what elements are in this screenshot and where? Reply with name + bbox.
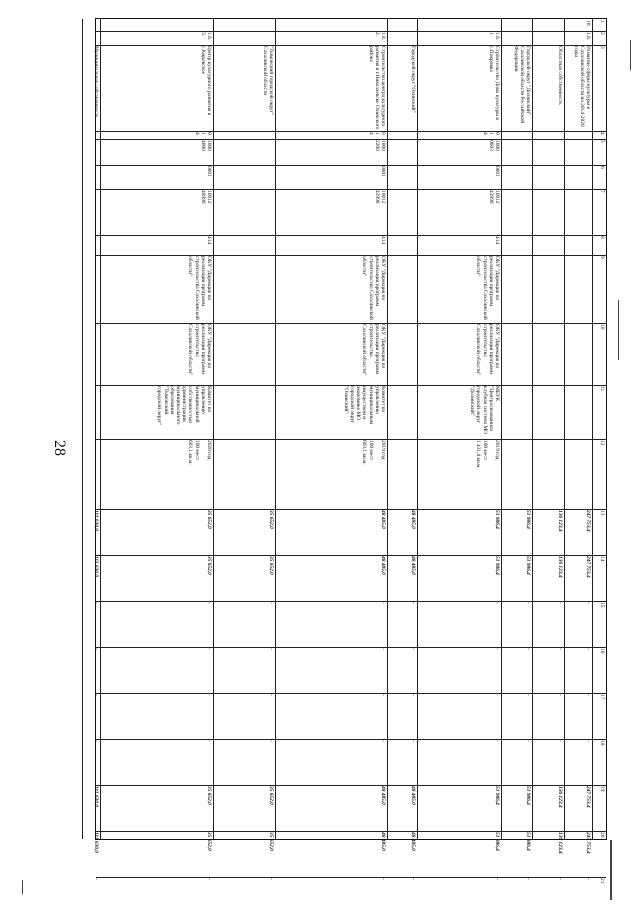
cell-r7-c13-text: 35 652,0 bbox=[268, 510, 274, 529]
cell-r6-c17-text: - bbox=[380, 694, 386, 696]
cell-r7-c17-text: - bbox=[268, 694, 274, 696]
cell-r3-c19 bbox=[501, 785, 532, 831]
column-number-15 bbox=[592, 601, 606, 647]
cell-r6-c20-text: 48 485,0 bbox=[380, 832, 386, 851]
cell-r3-c16 bbox=[501, 647, 532, 693]
column-number-14-text: 14 bbox=[599, 556, 605, 562]
cell-r8-c20 bbox=[100, 831, 213, 877]
cell-r1-c14 bbox=[564, 555, 592, 601]
cell-r4-c6 bbox=[417, 165, 501, 189]
cell-r5-c21-text: - bbox=[410, 878, 416, 880]
cell-r1-c2 bbox=[564, 31, 592, 45]
cell-r5-c21 bbox=[387, 877, 417, 922]
column-number-5 bbox=[592, 139, 606, 165]
cell-r3-c20-text: 51 986,4 bbox=[525, 832, 531, 851]
cell-r5-c14-text: 48 485,0 bbox=[410, 556, 416, 575]
column-number-18-text: 18 bbox=[599, 740, 605, 746]
column-number-19 bbox=[592, 785, 606, 831]
cell-r3-c21-text: - bbox=[525, 878, 531, 880]
cell-r4-c12-text: 2019 год 100 мест 1 431,8 кв.м bbox=[475, 440, 500, 468]
cell-r4-c16 bbox=[417, 647, 501, 693]
cell-r6-c14 bbox=[275, 555, 387, 601]
cell-r2-c17-text: - bbox=[557, 694, 563, 696]
cell-r4-c21-text: - bbox=[494, 878, 500, 880]
cell-r6-c14-text: 48 485,0 bbox=[380, 556, 386, 575]
column-number-6 bbox=[592, 165, 606, 189]
cell-r4-c2-text: 1.8. 1. bbox=[487, 32, 500, 41]
cell-r2-c20-text: 136 123,4 bbox=[557, 832, 563, 854]
column-number-10 bbox=[592, 323, 606, 385]
cell-r8-c8 bbox=[100, 235, 213, 255]
cell-r6-c15-text: - bbox=[380, 602, 386, 604]
cell-r8-c19 bbox=[100, 785, 213, 831]
cell-r1-c16-text: - bbox=[585, 648, 591, 650]
cell-r4-c11 bbox=[417, 385, 501, 439]
cell-r6-c2-text: 1.8. 2. bbox=[373, 32, 386, 41]
cell-r4-c15-text: - bbox=[494, 602, 500, 604]
cell-r4-c9 bbox=[417, 255, 501, 323]
column-number-12-text: 12 bbox=[599, 440, 605, 446]
cell-r6-c13 bbox=[275, 509, 387, 555]
column-number-9 bbox=[592, 255, 606, 323]
column-number-15-text: 15 bbox=[599, 602, 605, 608]
cell-r4-c19 bbox=[417, 785, 501, 831]
cell-r7-c17 bbox=[213, 693, 275, 739]
cell-r5-c18-text: - bbox=[410, 740, 416, 742]
cell-r7-c3 bbox=[213, 45, 275, 131]
cell-r1-c19-text: 247 753,4 bbox=[585, 786, 591, 808]
column-number-7 bbox=[592, 189, 606, 235]
cell-r8-c8-text: 414 bbox=[206, 236, 212, 245]
cell-r8-c2 bbox=[100, 31, 213, 45]
cell-r6-c20 bbox=[275, 831, 387, 877]
cell-r7-c19 bbox=[213, 785, 275, 831]
column-number-18 bbox=[592, 739, 606, 785]
cell-r8-c12-text: 2020 год 100 мест 603,1 кв.м. bbox=[187, 440, 212, 465]
cell-r2-c13 bbox=[532, 509, 564, 555]
cell-r8-c13-text: 35 652,0 bbox=[206, 510, 212, 529]
cell-r5-c16-text: - bbox=[410, 648, 416, 650]
cell-r7-c15-text: - bbox=[268, 602, 274, 604]
cell-r3-c13 bbox=[501, 509, 532, 555]
cell-r6-c21 bbox=[275, 877, 387, 922]
cell-r1-c18 bbox=[564, 739, 592, 785]
column-number-7-text: 7 bbox=[599, 190, 605, 193]
cell-r7-c18-text: - bbox=[268, 740, 274, 742]
budget-table bbox=[93, 18, 607, 884]
column-number-11-text: 11 bbox=[599, 386, 605, 392]
cell-r6-c12-text: 2019 год 100 мест 603,1 кв.м. bbox=[361, 440, 386, 465]
cell-r6-c7 bbox=[275, 189, 387, 235]
cell-r9-c3-text: Муниципальная собственность bbox=[93, 46, 99, 118]
cell-r3-c15 bbox=[501, 601, 532, 647]
cell-r8-c6 bbox=[100, 165, 213, 189]
cell-r8-c16 bbox=[100, 647, 213, 693]
column-number-12 bbox=[592, 439, 606, 509]
column-number-14 bbox=[592, 555, 606, 601]
cell-r4-c14-text: 51 986,4 bbox=[494, 556, 500, 575]
cell-r6-c13-text: 48 485,0 bbox=[380, 510, 386, 529]
cell-r4-c3-text: Строительство Дома культуры в с.Покровка bbox=[487, 46, 500, 120]
cell-r6-c11-text: Комитет по управлению муниципальным имуществом и экономике МО городской округ "Охинский" bbox=[342, 386, 386, 425]
cell-r8-c14 bbox=[100, 555, 213, 601]
column-number-1-text: 1 bbox=[599, 20, 605, 23]
cell-r9-c20 bbox=[82, 831, 100, 877]
cell-r6-c15 bbox=[275, 601, 387, 647]
cell-r8-c6-text: 0801 bbox=[206, 166, 212, 177]
column-number-4-text: 4 bbox=[599, 132, 605, 135]
cell-r3-c18-text: - bbox=[525, 740, 531, 742]
page-number: 28 bbox=[51, 440, 68, 456]
cell-r7-c21 bbox=[213, 877, 275, 922]
column-number-17 bbox=[592, 693, 606, 739]
cell-r9-c18-text: - bbox=[93, 740, 99, 742]
cell-r3-c17 bbox=[501, 693, 532, 739]
cell-r4-c9-text: ОКУ "Дирекция по реализации программ строительства Сахалинской области" bbox=[475, 256, 500, 320]
cell-r8-c9 bbox=[100, 255, 213, 323]
cell-r8-c5 bbox=[100, 139, 213, 165]
cell-r1-c20-text: 247 753,4 bbox=[585, 832, 591, 854]
cell-r4-c3 bbox=[417, 45, 501, 131]
column-number-8 bbox=[592, 235, 606, 255]
cell-r2-c18 bbox=[532, 739, 564, 785]
column-number-8-text: 8 bbox=[599, 236, 605, 239]
cell-r6-c2 bbox=[275, 31, 387, 45]
cell-r5-c20-text: 48 485,0 bbox=[410, 832, 416, 851]
cell-r2-c14-text: 136 123,4 bbox=[557, 556, 563, 578]
cell-r8-c10-text: ОКУ "Дирекция по реализации программ строительства Сахалинской области" bbox=[187, 324, 212, 376]
cell-r9-c13-text: 111 630,0 bbox=[93, 510, 99, 531]
column-number-13-text: 13 bbox=[599, 510, 605, 516]
cell-r2-c18-text: - bbox=[557, 740, 563, 742]
column-number-17-text: 17 bbox=[599, 694, 605, 700]
cell-r9-c17-text: - bbox=[93, 694, 99, 696]
cell-r9-c17 bbox=[82, 693, 100, 739]
cell-r3-c13-text: 51 986,4 bbox=[525, 510, 531, 529]
cell-r4-c17-text: - bbox=[494, 694, 500, 696]
column-number-13 bbox=[592, 509, 606, 555]
cell-r5-c3 bbox=[387, 45, 417, 131]
cell-r8-c21-text: - bbox=[206, 878, 212, 880]
column-number-19-text: 19 bbox=[599, 786, 605, 792]
scan-artifact-2 bbox=[618, 300, 619, 360]
column-number-20 bbox=[592, 831, 606, 877]
cell-r8-c4 bbox=[100, 131, 213, 139]
cell-r4-c4-text: 0 1 4 bbox=[481, 132, 500, 135]
cell-r2-c19-text: 136 123,4 bbox=[557, 786, 563, 808]
cell-r8-c3 bbox=[100, 45, 213, 131]
cell-r9-c18 bbox=[82, 739, 100, 785]
cell-r8-c7-text: 10012 48990 bbox=[199, 190, 212, 204]
cell-r1-c21-text: - bbox=[585, 878, 591, 880]
column-number-10-text: 10 bbox=[599, 324, 605, 330]
cell-r9-c15 bbox=[82, 601, 100, 647]
cell-r5-c20 bbox=[387, 831, 417, 877]
cell-r6-c8 bbox=[275, 235, 387, 255]
cell-r2-c21-text: - bbox=[557, 878, 563, 880]
cell-r4-c7 bbox=[417, 189, 501, 235]
cell-r8-c3-text: Центр культурного развития в с.Кировское bbox=[199, 46, 212, 116]
cell-r1-c1 bbox=[564, 19, 592, 31]
cell-r8-c13 bbox=[100, 509, 213, 555]
cell-r1-c18-text: - bbox=[585, 740, 591, 742]
cell-r7-c15 bbox=[213, 601, 275, 647]
cell-r6-c11 bbox=[275, 385, 387, 439]
cell-r4-c19-text: 51 986,4 bbox=[494, 786, 500, 805]
cell-r4-c15 bbox=[417, 601, 501, 647]
cell-r9-c15-text: - bbox=[93, 602, 99, 604]
cell-r8-c11 bbox=[100, 385, 213, 439]
cell-r4-c16-text: - bbox=[494, 648, 500, 650]
cell-r8-c14-text: 35 652,0 bbox=[206, 556, 212, 575]
cell-r4-c4 bbox=[417, 131, 501, 139]
cell-r4-c12 bbox=[417, 439, 501, 509]
cell-r1-c3-text: Развитие сферы культуры в Сахалинской области на 2014-2020 годы bbox=[572, 46, 591, 127]
cell-r9-c19-text: 111 630,0 bbox=[93, 786, 99, 807]
cell-r1-c15 bbox=[564, 601, 592, 647]
cell-r1-c15-text: - bbox=[585, 602, 591, 604]
cell-r9-c20-text: 111 630,0 bbox=[93, 832, 99, 853]
cell-r4-c14 bbox=[417, 555, 501, 601]
cell-r4-c13-text: 51 986,4 bbox=[494, 510, 500, 529]
cell-r4-c7-text: 10012 43990 bbox=[487, 190, 500, 204]
cell-r6-c10 bbox=[275, 323, 387, 385]
cell-r9-c19 bbox=[82, 785, 100, 831]
cell-r8-c4-text: 0 1 4 bbox=[193, 132, 212, 135]
cell-r7-c19-text: 35 652,0 bbox=[268, 786, 274, 805]
cell-r8-c12 bbox=[100, 439, 213, 509]
cell-r8-c20-text: 35 652,0 bbox=[206, 832, 212, 851]
cell-r7-c3-text: "Тымовский городской округ" Сахалинской области bbox=[261, 46, 274, 116]
cell-r7-c20 bbox=[213, 831, 275, 877]
cell-r1-c17-text: - bbox=[585, 694, 591, 696]
cell-r4-c13 bbox=[417, 509, 501, 555]
cell-r4-c17 bbox=[417, 693, 501, 739]
column-number-2-text: 2 bbox=[599, 32, 605, 35]
cell-r4-c10 bbox=[417, 323, 501, 385]
cell-r4-c10-text: ОКУ "Дирекция по реализации программ строительства Сахалинской области" bbox=[475, 324, 500, 376]
cell-r2-c3-text: Областная собственность bbox=[557, 46, 563, 105]
cell-r8-c18-text: - bbox=[206, 740, 212, 742]
cell-r4-c8-text: 414 bbox=[494, 236, 500, 245]
column-number-3 bbox=[592, 45, 606, 131]
cell-r3-c14-text: 51 986,4 bbox=[525, 556, 531, 575]
cell-r6-c9-text: ОКУ "Дирекция по реализации программ строительства Сахалинской области" bbox=[361, 256, 386, 320]
column-number-21 bbox=[592, 877, 606, 922]
cell-r1-c21 bbox=[564, 877, 592, 922]
cell-r4-c8 bbox=[417, 235, 501, 255]
cell-r4-c18-text: - bbox=[494, 740, 500, 742]
cell-r7-c16-text: - bbox=[268, 648, 274, 650]
scan-artifact-1 bbox=[630, 40, 631, 70]
cell-r9-c3 bbox=[82, 45, 100, 131]
cell-r8-c11-text: Комитет по управлению муниципальной собственностью администрации муниципального образования "Тымовский городской округ" bbox=[156, 386, 212, 426]
cell-r2-c13-text: 136 123,4 bbox=[557, 510, 563, 532]
cell-r3-c15-text: - bbox=[525, 602, 531, 604]
column-number-1 bbox=[592, 19, 606, 31]
cell-r6-c3 bbox=[275, 45, 387, 131]
cell-r6-c17 bbox=[275, 693, 387, 739]
cell-r6-c5-text: 1000 2200 bbox=[373, 140, 386, 151]
cell-r6-c16 bbox=[275, 647, 387, 693]
column-number-21-text: 21 bbox=[599, 878, 605, 884]
cell-r1-c2-text: 1.8. bbox=[585, 32, 591, 41]
cell-r5-c15 bbox=[387, 601, 417, 647]
cell-r2-c21 bbox=[532, 877, 564, 922]
cell-r6-c3-text: Строительство центра культурного развития в г.Николаевске Охинского района bbox=[367, 46, 386, 130]
cell-r9-c14 bbox=[82, 555, 100, 601]
cell-r2-c14 bbox=[532, 555, 564, 601]
cell-r6-c19 bbox=[275, 785, 387, 831]
cell-r3-c3-text: Городской округ "Долинский" Сахалинской области Российской Федерации bbox=[512, 46, 531, 124]
cell-r3-c19-text: 51 986,4 bbox=[525, 786, 531, 805]
cell-r2-c17 bbox=[532, 693, 564, 739]
cell-r5-c15-text: - bbox=[410, 602, 416, 604]
cell-r1-c3 bbox=[564, 45, 592, 131]
cell-r4-c2 bbox=[417, 31, 501, 45]
cell-r9-c14-text: 111 630,0 bbox=[93, 556, 99, 577]
cell-r4-c5-text: 1000 0603 bbox=[487, 140, 500, 151]
cell-r1-c1-text: 10. bbox=[585, 20, 591, 27]
cell-r8-c5-text: 1000 4000 bbox=[199, 140, 212, 151]
cell-r5-c18 bbox=[387, 739, 417, 785]
cell-r9-c21-text: - bbox=[93, 878, 99, 880]
scan-artifact-4 bbox=[22, 880, 23, 894]
cell-r8-c17-text: - bbox=[206, 694, 212, 696]
cell-r6-c12 bbox=[275, 439, 387, 509]
cell-r1-c19 bbox=[564, 785, 592, 831]
cell-r8-c21 bbox=[100, 877, 213, 922]
cell-r7-c14-text: 35 652,0 bbox=[268, 556, 274, 575]
cell-r8-c16-text: - bbox=[206, 648, 212, 650]
cell-r5-c17-text: - bbox=[410, 694, 416, 696]
cell-r6-c9 bbox=[275, 255, 387, 323]
cell-r6-c16-text: - bbox=[380, 648, 386, 650]
cell-r6-c4-text: 0 1 4 bbox=[367, 132, 386, 135]
column-number-3-text: 3 bbox=[599, 46, 605, 49]
column-number-2 bbox=[592, 31, 606, 45]
cell-r9-c16 bbox=[82, 647, 100, 693]
cell-r4-c18 bbox=[417, 739, 501, 785]
column-number-16 bbox=[592, 647, 606, 693]
cell-r6-c5 bbox=[275, 139, 387, 165]
cell-r1-c14-text: 247 753,4 bbox=[585, 556, 591, 578]
cell-r2-c15 bbox=[532, 601, 564, 647]
cell-r3-c17-text: - bbox=[525, 694, 531, 696]
scan-artifact-3 bbox=[610, 840, 612, 900]
cell-r8-c10 bbox=[100, 323, 213, 385]
cell-r4-c11-text: МБУК "Централизованная клубная система МО городской округ "Долинский" bbox=[469, 386, 500, 434]
cell-r8-c9-text: ОКУ "Дирекция по реализации программ строительства Сахалинской области" bbox=[187, 256, 212, 320]
cell-r3-c18 bbox=[501, 739, 532, 785]
column-number-5-text: 5 bbox=[599, 140, 605, 143]
cell-r7-c21-text: - bbox=[268, 878, 274, 880]
cell-r5-c19 bbox=[387, 785, 417, 831]
cell-r1-c17 bbox=[564, 693, 592, 739]
column-number-20-text: 20 bbox=[599, 832, 605, 838]
column-number-4 bbox=[592, 131, 606, 139]
cell-r7-c20-text: 35 652,0 bbox=[268, 832, 274, 851]
cell-r3-c21 bbox=[501, 877, 532, 922]
cell-r5-c13-text: 48 485,0 bbox=[410, 510, 416, 529]
cell-r3-c20 bbox=[501, 831, 532, 877]
cell-r7-c13 bbox=[213, 509, 275, 555]
cell-r5-c17 bbox=[387, 693, 417, 739]
cell-r8-c15 bbox=[100, 601, 213, 647]
cell-r2-c16-text: - bbox=[557, 648, 563, 650]
cell-r8-c15-text: - bbox=[206, 602, 212, 604]
cell-r6-c6 bbox=[275, 165, 387, 189]
cell-r5-c3-text: Городской округ "Охинский" bbox=[410, 46, 416, 113]
cell-r6-c7-text: 10012 43990 bbox=[373, 190, 386, 204]
column-number-11 bbox=[592, 385, 606, 439]
cell-r4-c6-text: 0801 bbox=[494, 166, 500, 177]
cell-r2-c3 bbox=[532, 45, 564, 131]
cell-r9-c16-text: - bbox=[93, 648, 99, 650]
cell-r2-c16 bbox=[532, 647, 564, 693]
cell-r7-c18 bbox=[213, 739, 275, 785]
column-number-9-text: 9 bbox=[599, 256, 605, 259]
cell-r4-c21 bbox=[417, 877, 501, 922]
column-number-16-text: 16 bbox=[599, 648, 605, 654]
column-number-6-text: 6 bbox=[599, 166, 605, 169]
cell-r2-c15-text: - bbox=[557, 602, 563, 604]
cell-r3-c3 bbox=[501, 45, 532, 131]
cell-r5-c16 bbox=[387, 647, 417, 693]
cell-r8-c19-text: 35 652,0 bbox=[206, 786, 212, 805]
cell-r6-c10-text: ОКУ "Дирекция по реализации программ строительства Сахалинской области" bbox=[361, 324, 386, 376]
cell-r6-c4 bbox=[275, 131, 387, 139]
cell-r5-c14 bbox=[387, 555, 417, 601]
cell-r6-c18-text: - bbox=[380, 740, 386, 742]
table-grid bbox=[93, 19, 606, 884]
cell-r1-c13 bbox=[564, 509, 592, 555]
cell-r6-c6-text: 0801 bbox=[380, 166, 386, 177]
cell-r5-c19-text: 48 485,0 bbox=[410, 786, 416, 805]
cell-r6-c21-text: - bbox=[380, 878, 386, 880]
cell-r4-c20-text: 51 986,4 bbox=[494, 832, 500, 851]
cell-r6-c18 bbox=[275, 739, 387, 785]
cell-r1-c16 bbox=[564, 647, 592, 693]
cell-r2-c19 bbox=[532, 785, 564, 831]
cell-r6-c8-text: 414 bbox=[380, 236, 386, 245]
cell-r8-c17 bbox=[100, 693, 213, 739]
cell-r7-c14 bbox=[213, 555, 275, 601]
cell-r1-c13-text: 247 753,4 bbox=[585, 510, 591, 532]
cell-r8-c7 bbox=[100, 189, 213, 235]
cell-r3-c16-text: - bbox=[525, 648, 531, 650]
cell-r9-c13 bbox=[82, 509, 100, 555]
cell-r1-c20 bbox=[564, 831, 592, 877]
cell-r6-c19-text: 48 485,0 bbox=[380, 786, 386, 805]
cell-r5-c13 bbox=[387, 509, 417, 555]
cell-r4-c20 bbox=[417, 831, 501, 877]
cell-r8-c2-text: 1.8. 3. bbox=[199, 32, 212, 41]
cell-r9-c21 bbox=[82, 877, 100, 922]
cell-r3-c14 bbox=[501, 555, 532, 601]
cell-r8-c18 bbox=[100, 739, 213, 785]
cell-r7-c16 bbox=[213, 647, 275, 693]
cell-r4-c5 bbox=[417, 139, 501, 165]
cell-r2-c20 bbox=[532, 831, 564, 877]
